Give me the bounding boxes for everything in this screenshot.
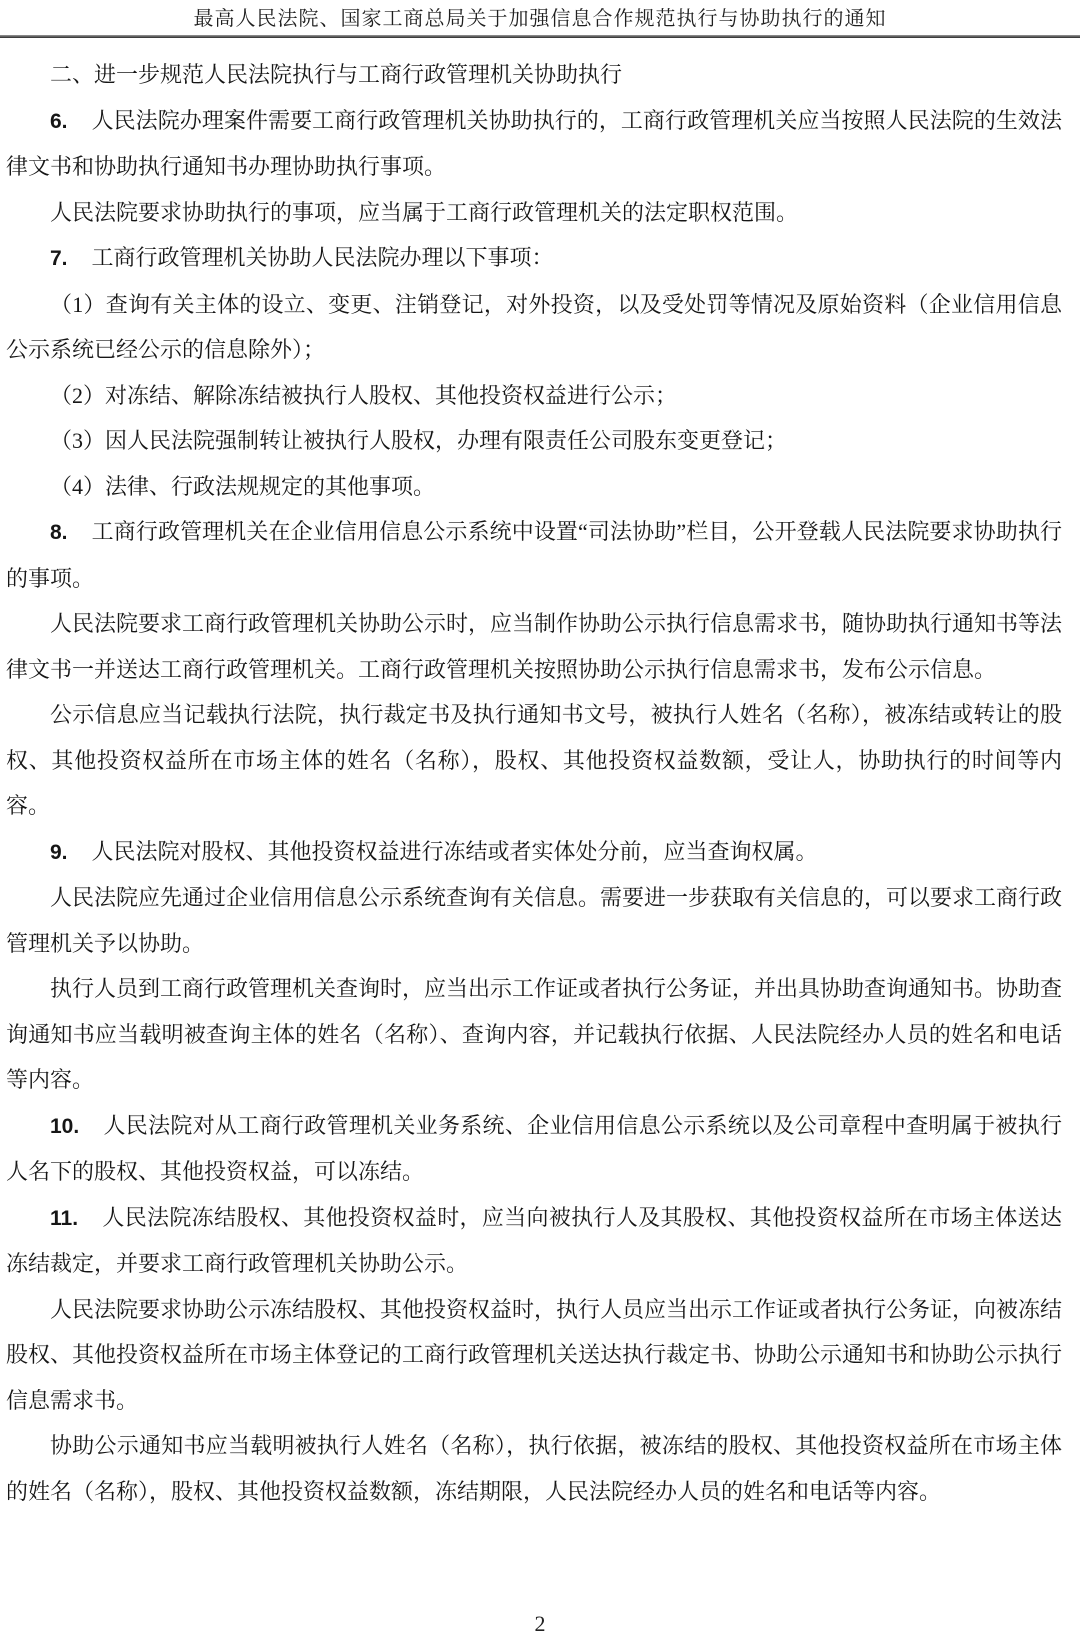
- document-body: [6, 98, 1062, 1515]
- document-header-title: 最高人民法院、国家工商总局关于加强信息合作规范执行与协助执行的通知: [193, 8, 887, 30]
- paragraph-text: （1）查询有关主体的设立、变更、注销登记，对外投资，以及受处罚等情况及原始资料（企业信用信息公示系统已经公示的信息除外）；: [6, 291, 1062, 362]
- section-heading: 二、进一步规范人民法院执行与工商行政管理机关协助执行: [50, 62, 623, 87]
- paragraph-text: 人民法院应先通过企业信用信息公示系统查询有关信息。需要进一步获取有关信息的，可以要求工商行政管理机关予以协助。: [6, 885, 1063, 956]
- paragraph: [6, 98, 1062, 190]
- item-number: 6.: [50, 109, 68, 133]
- paragraph-text: （4）法律、行政法规规定的其他事项。: [50, 473, 436, 499]
- item-number: 8.: [50, 521, 68, 544]
- paragraph: [6, 1287, 1062, 1424]
- paragraph-text: 人民法院对从工商行政管理机关业务系统、企业信用信息公示系统以及公司章程中查明属于被执行人名下的股权、其他投资权益，可以冻结。: [6, 1112, 1062, 1184]
- item-number: 11.: [50, 1206, 79, 1230]
- paragraph-text: 执行人员到工商行政管理机关查询时，应当出示工作证或者执行公务证，并出具协助查询通知书。协助查询通知书应当载明被查询主体的姓名（名称）、查询内容，并记载执行依据、人民法院经办人员的姓名和电话等内容。: [6, 976, 1063, 1092]
- paragraph-text: 人民法院办理案件需要工商行政管理机关协助执行的，工商行政管理机关应当按照人民法院的生效法律文书和协助执行通知书办理协助执行事项。: [6, 107, 1062, 179]
- page-number: 2: [534, 1611, 546, 1636]
- paragraph: [6, 966, 1062, 1103]
- paragraph: [6, 373, 1062, 419]
- paragraph: [6, 235, 1062, 282]
- item-number: 7.: [50, 247, 68, 270]
- paragraph: [6, 875, 1062, 966]
- paragraph: [6, 190, 1062, 236]
- paragraph-text: 工商行政管理机关协助人民法院办理以下事项：: [91, 245, 554, 270]
- item-number: 10.: [50, 1114, 80, 1138]
- paragraph: [6, 509, 1062, 601]
- item-number: 9.: [50, 840, 68, 864]
- paragraph-text: 协助公示通知书应当载明被执行人姓名（名称），执行依据，被冻结的股权、其他投资权益所在市场主体的姓名（名称），股权、其他投资权益数额，冻结期限，人民法院经办人员的姓名和电话等内容。: [6, 1433, 1062, 1504]
- document-content: [0, 38, 1080, 1514]
- paragraph: [6, 1423, 1062, 1514]
- paragraph: [6, 601, 1062, 692]
- paragraph: [6, 418, 1062, 464]
- paragraph: [6, 692, 1062, 829]
- paragraph-text: 人民法院冻结股权、其他投资权益时，应当向被执行人及其股权、其他投资权益所在市场主体送达冻结裁定，并要求工商行政管理机关协助公示。: [6, 1204, 1062, 1276]
- paragraph-text: 公示信息应当记载执行法院，执行裁定书及执行通知书文号，被执行人姓名（名称），被冻结或转让的股权、其他投资权益所在市场主体的姓名（名称），股权、其他投资权益数额，受让人，协助执行的时间等内容。: [6, 702, 1062, 818]
- paragraph-text: 人民法院要求协助公示冻结股权、其他投资权益时，执行人员应当出示工作证或者执行公务证，向被冻结股权、其他投资权益所在市场主体登记的工商行政管理机关送达执行裁定书、协助公示通知书和协助公示执行信息需求书。: [6, 1296, 1063, 1413]
- paragraph-text: 人民法院要求工商行政管理机关协助公示时，应当制作协助公示执行信息需求书，随协助执行通知书等法律文书一并送达工商行政管理机关。工商行政管理机关按照协助公示执行信息需求书，发布公示信息。: [6, 611, 1063, 682]
- paragraph: [6, 464, 1062, 510]
- paragraph-text: 人民法院要求协助执行的事项，应当属于工商行政管理机关的法定职权范围。: [50, 199, 799, 225]
- paragraph: [6, 1103, 1062, 1195]
- paragraph-text: 工商行政管理机关在企业信用信息公示系统中设置“司法协助”栏目，公开登载人民法院要求协助执行的事项。: [6, 519, 1062, 591]
- paragraph-text: 人民法院对股权、其他投资权益进行冻结或者实体处分前，应当查询权属。: [91, 838, 818, 864]
- paragraph: [6, 282, 1062, 373]
- paragraph: [6, 1195, 1062, 1287]
- paragraph-text: （3）因人民法院强制转让被执行人股权，办理有限责任公司股东变更登记；: [50, 428, 788, 453]
- paragraph-text: （2）对冻结、解除冻结被执行人股权、其他投资权益进行公示；: [50, 382, 678, 408]
- paragraph: [6, 829, 1062, 876]
